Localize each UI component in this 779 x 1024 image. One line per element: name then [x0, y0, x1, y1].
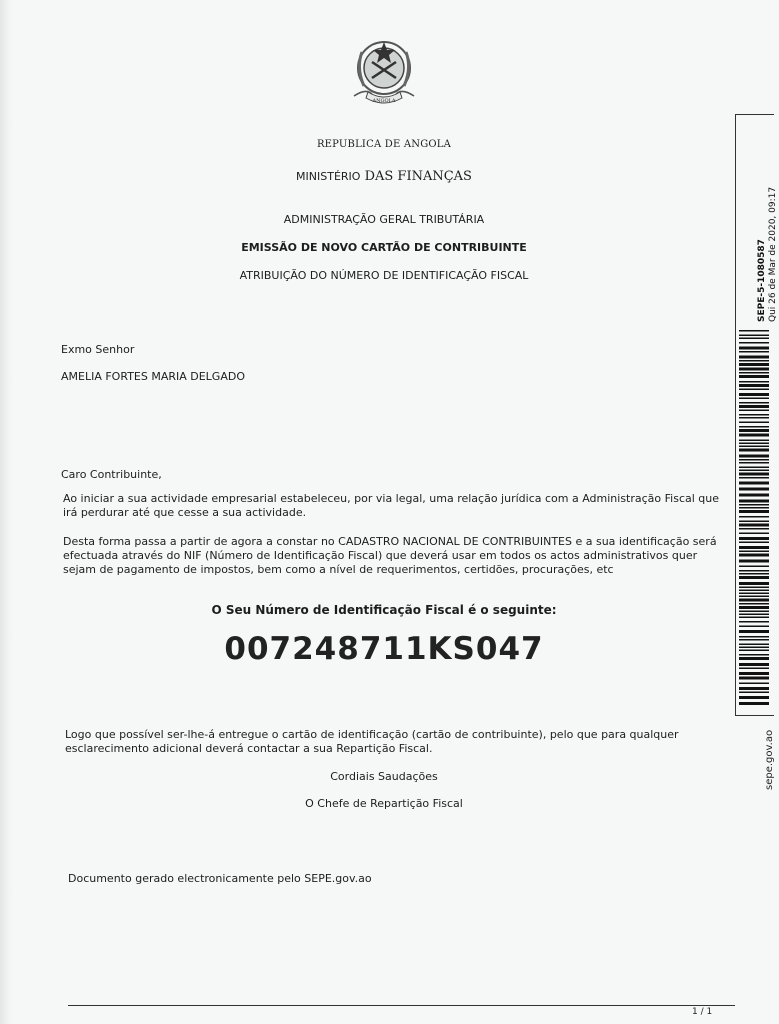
- footer-divider: [68, 1005, 735, 1006]
- nif-label: O Seu Número de Identificação Fiscal é o seguinte:: [211, 603, 557, 617]
- barcode-bar: [739, 551, 769, 553]
- ministry-heading: [0, 169, 768, 184]
- barcode-bar: [739, 687, 769, 690]
- barcode-bar: [739, 668, 769, 670]
- barcode-bar: [739, 449, 769, 452]
- barcode-bar: [739, 630, 769, 633]
- barcode-bar: [739, 429, 769, 432]
- barcode-bar: [739, 582, 769, 585]
- barcode-bar: [739, 507, 769, 509]
- barcode-bar: [739, 542, 769, 544]
- barcode-bar: [739, 398, 769, 400]
- barcode-bar: [739, 560, 769, 563]
- recipient-name: AMELIA FORTES MARIA DELGADO: [61, 370, 245, 383]
- document-subtitle: ATRIBUIÇÃO DO NÚMERO DE IDENTIFICAÇÃO FISCAL: [239, 269, 529, 282]
- barcode-bar: [739, 546, 769, 549]
- barcode-bar: [739, 477, 769, 479]
- barcode-bar: [739, 566, 769, 568]
- barcode-bar: [739, 488, 769, 491]
- barcode-bar: [739, 338, 769, 340]
- barcode-bar: [739, 510, 769, 513]
- barcode-bar: [739, 482, 769, 485]
- barcode-bar: [739, 455, 769, 458]
- ministry-name: DAS FINANÇAS: [364, 169, 472, 184]
- barcode-bar: [739, 368, 769, 371]
- barcode-bar: [739, 593, 769, 595]
- barcode-bar: [739, 389, 769, 391]
- barcode-bar: [739, 639, 769, 641]
- barcode-bar: [739, 372, 769, 374]
- barcode-bar: [739, 621, 769, 623]
- page-number: 1 / 1: [692, 1007, 713, 1017]
- barcode-bar: [739, 677, 769, 680]
- ministry-prefix: MINISTÉRIO: [296, 170, 361, 183]
- angola-emblem-icon: [346, 32, 422, 112]
- barcode-bar: [739, 446, 769, 448]
- barcode-bar: [739, 683, 769, 685]
- barcode-bar: [739, 644, 769, 646]
- barcode-bar: [739, 459, 769, 461]
- barcode-bar: [739, 434, 769, 437]
- nif-number: 007248711KS047: [224, 631, 544, 667]
- barcode-bar: [739, 351, 769, 353]
- barcode-bar: [739, 330, 769, 332]
- barcode-bar: [739, 504, 769, 506]
- barcode-bar: [739, 440, 769, 442]
- generated-note: Documento gerado electronicamente pelo SEPE.gov.ao: [68, 872, 372, 885]
- barcode-bar: [739, 347, 769, 350]
- barcode-bar: [739, 617, 769, 619]
- barcode-bar: [739, 657, 769, 660]
- barcode-bar: [739, 417, 769, 419]
- barcode-bar: [739, 576, 769, 579]
- barcode-bar: [739, 422, 769, 424]
- barcode-bar: [739, 672, 769, 675]
- barcode-bar: [739, 596, 769, 598]
- barcode-bar: [739, 570, 769, 572]
- barcode-bar: [739, 603, 769, 605]
- barcode-bar: [739, 402, 769, 404]
- barcode-bar: [739, 521, 769, 523]
- stamp-datetime: Qui 26 de Mar de 2020, 09:17: [768, 186, 778, 322]
- barcode-bar: [739, 614, 769, 616]
- sepe-site-text: sepe.gov.ao: [764, 729, 775, 790]
- stamp-reference: SEPE-5-1080587: [757, 239, 767, 322]
- barcode-bar: [739, 356, 769, 359]
- document-title: EMISSÃO DE NOVO CARTÃO DE CONTRIBUINTE: [241, 241, 527, 254]
- barcode-bar: [739, 654, 769, 656]
- signatory-text: O Chefe de Repartição Fiscal: [305, 797, 463, 810]
- administration-heading: ADMINISTRAÇÃO GERAL TRIBUTÁRIA: [283, 213, 485, 226]
- emblem-label: ANGOLA: [372, 98, 396, 104]
- barcode-bar: [739, 414, 769, 416]
- barcode-bar: [739, 462, 769, 464]
- paragraph-activity: Ao iniciar a sua actividade empresarial estabeleceu, por via legal, uma relação jurídica com a Administração Fiscal que irá perdurar até que cesse a sua actividade.: [63, 492, 720, 519]
- barcode-bar: [739, 647, 769, 649]
- barcode-bar: [739, 636, 769, 638]
- barcode-bar: [739, 573, 769, 575]
- barcode-bar: [739, 606, 769, 609]
- barcode-bar: [739, 342, 769, 344]
- barcode-bar: [739, 692, 769, 694]
- barcode-bar: [739, 528, 769, 530]
- barcode-bar: [739, 393, 769, 396]
- barcode-bar: [739, 500, 769, 503]
- barcode-bar: [739, 375, 769, 378]
- recipient-salutation: Exmo Senhor: [61, 343, 135, 356]
- barcode-bar: [739, 524, 769, 527]
- barcode-bar: [739, 381, 769, 383]
- barcode-bar: [739, 702, 769, 705]
- barcode-icon: [739, 330, 769, 710]
- barcode-bar: [739, 663, 769, 666]
- barcode-bar: [739, 473, 769, 476]
- barcode-bar: [739, 335, 769, 337]
- barcode-bar: [739, 650, 769, 652]
- barcode-bar: [739, 611, 769, 613]
- barcode-bar: [739, 410, 769, 412]
- barcode-bar: [739, 467, 769, 469]
- paragraph-registry: Desta forma passa a partir de agora a constar no CADASTRO NACIONAL DE CONTRIBUINTES e a sua identificação será efectuada através do NIF (Número de Identificação Fiscal) que deverá usar em todos os actos administrativos quer sejam de pagamento de impostos, bem como a nível de requerimentos, certidões, procurações, etc: [63, 535, 717, 576]
- barcode-bar: [739, 554, 769, 557]
- page-edge-shadow: [0, 0, 14, 1024]
- barcode-bar: [739, 626, 769, 628]
- barcode-bar: [739, 426, 769, 428]
- barcode-bar: [739, 516, 769, 518]
- barcode-bar: [739, 494, 769, 497]
- closing-text: Cordiais Saudações: [330, 770, 438, 783]
- barcode-bar: [739, 363, 769, 366]
- barcode-bar: [739, 590, 769, 592]
- barcode-bar: [739, 599, 769, 602]
- republic-heading: REPUBLICA DE ANGOLA: [316, 139, 452, 150]
- barcode-bar: [739, 533, 769, 535]
- barcode-bar: [739, 587, 769, 589]
- barcode-bar: [739, 360, 769, 362]
- barcode-bar: [739, 470, 769, 472]
- side-stamp-text: [757, 187, 779, 322]
- barcode-bar: [739, 443, 769, 445]
- barcode-bar: [739, 537, 769, 540]
- paragraph-card-delivery: Logo que possível ser-lhe-á entregue o cartão de identificação (cartão de contribuinte), pelo que para qualquer esclarecimento adicional deverá contactar a sua Repartição Fiscal.: [65, 728, 679, 755]
- greeting: Caro Contribuinte,: [61, 468, 162, 481]
- barcode-bar: [739, 384, 769, 387]
- barcode-bar: [739, 405, 769, 408]
- barcode-bar: [739, 696, 769, 699]
